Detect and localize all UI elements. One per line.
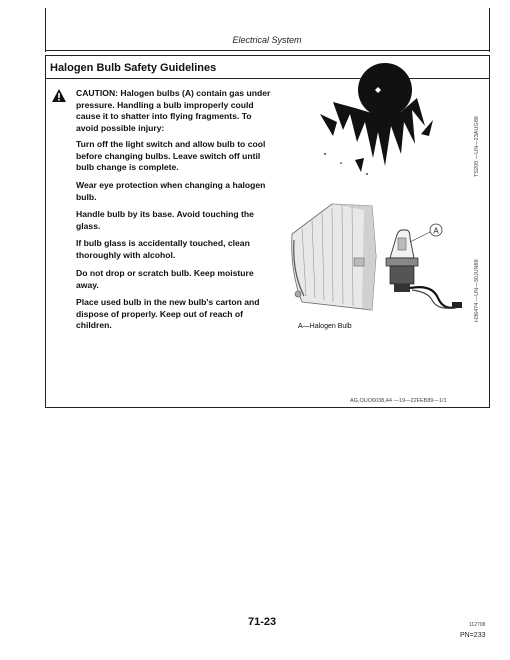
- instruction-dispose: Place used bulb in the new bulb's carton and dispose of properly. Keep out of reach of children.: [76, 297, 260, 331]
- page-number: 71-23: [248, 616, 277, 628]
- content-bottom-border: [45, 407, 489, 408]
- footer-small-code: 112708: [469, 622, 486, 628]
- instruction-handle-base: Handle bulb by its base. Avoid touching the glass.: [76, 209, 254, 231]
- instruction-clean-glass: If bulb glass is accidentally touched, clean thoroughly with alcohol.: [76, 238, 250, 260]
- article-title: Halogen Bulb Safety Guidelines: [50, 62, 217, 74]
- warning-triangle-icon: [52, 89, 66, 102]
- section-header: Electrical System: [232, 35, 302, 45]
- content-right-border: [489, 55, 490, 408]
- top-left-frame-line: [45, 8, 46, 52]
- instruction-switch-off: Turn off the light switch and allow bulb to cool before changing bulbs. Leave switch off until bulb change is complete.: [76, 139, 266, 173]
- content-top-border: [45, 55, 489, 56]
- document-reference-code: AG,OUO6038,44 —19—22FEB89—1/1: [350, 398, 447, 404]
- pn-number: PN=233: [460, 632, 486, 639]
- callout-letter-a: A: [433, 226, 439, 236]
- figure-caption: A—Halogen Bulb: [298, 323, 352, 330]
- explosion-figure-code: TS205 —UN—23AUG88: [474, 116, 480, 177]
- bulb-explosion-illustration: [315, 62, 465, 180]
- caution-paragraph: CAUTION: Halogen bulbs (A) contain gas under pressure. Handling a bulb improperly could cause it to shatter into flying fragments. To avoid possible injury:: [76, 88, 271, 133]
- top-right-frame-line: [489, 8, 490, 52]
- instruction-no-drop: Do not drop or scratch bulb. Keep moisture away.: [76, 268, 254, 290]
- bulb-figure-code: H36474 —UN—30JUN88: [474, 259, 480, 322]
- instruction-eye-protection: Wear eye protection when changing a halogen bulb.: [76, 180, 266, 202]
- header-rule: [45, 50, 489, 51]
- headlamp-bulb-illustration: [282, 200, 467, 320]
- content-left-border: [45, 55, 46, 408]
